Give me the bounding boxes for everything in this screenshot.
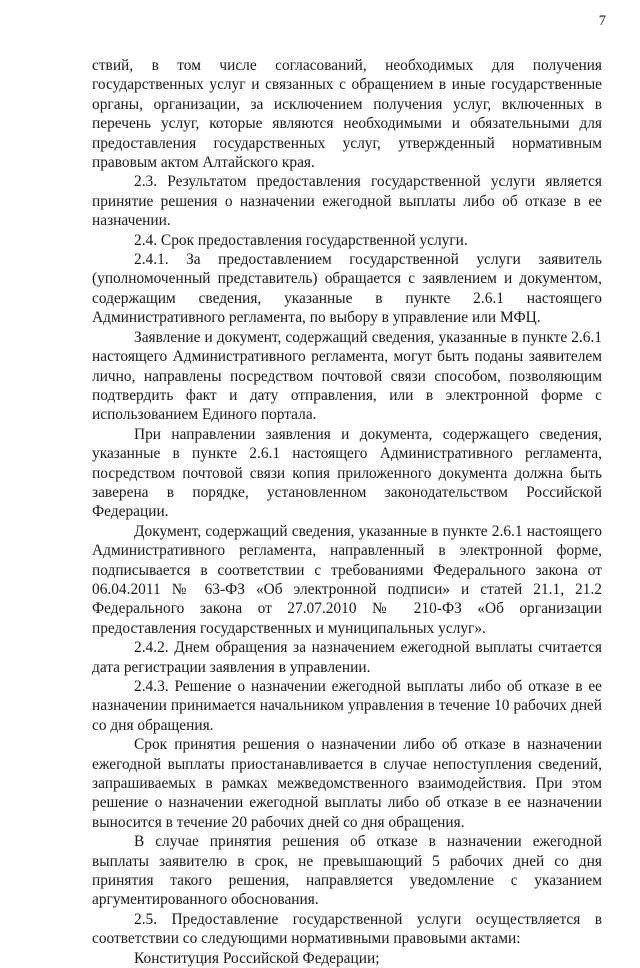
paragraph-2-5-legal-acts: 2.5. Предоставление государственной услуги осуществляется в соответствии со следующими нормативными правовыми актами: (92, 910, 602, 948)
paragraph-2-4-2-request-date: 2.4.2. Днем обращения за назначением ежегодной выплаты считается дата регистрации заявления в управлении. (92, 639, 602, 676)
page-number: 7 (598, 13, 606, 29)
paragraph-constitution: Конституция Российской Федерации; (134, 949, 380, 967)
paragraph-electronic-signature: Документ, содержащий сведения, указанные в пункте 2.6.1 настоящего Административного регламента, направленный в электронной форме, подписывается в соответствии с требованиями Федерального закона от 06.04.2011 № 63-ФЗ «Об электронной подписи» и статей 21.1, 21.2 Федерального закона от 27.07.2010 № 210-ФЗ «Об организации предоставления государственных и муниципальных услуг». (92, 522, 602, 637)
paragraph-2-3-result: 2.3. Результатом предоставления государственной услуги является принятие решения о назначении ежегодной выплаты либо об отказе в ее назначении. (92, 173, 602, 230)
paragraph-2-4-1-application: 2.4.1. За предоставлением государственной услуги заявитель (уполномоченный представитель) обращается с заявлением и документом, содержащим сведения, указанные в пункте 2.6.1 настоящего Административного регламента, по выбору в управление или МФЦ. (92, 251, 602, 327)
paragraph-refusal-notice: В случае принятия решения об отказе в назначении ежегодной выплаты заявителю в срок, не превышающий 5 рабочих дней со дня принятия такого решения, направляется уведомление с указанием аргументированного обоснования. (92, 833, 602, 909)
paragraph-submission-methods: Заявление и документ, содержащий сведения, указанные в пункте 2.6.1 настоящего Административного регламента, могут быть поданы заявителем лично, направлены посредством почтовой связи способом, позволяющим подтвердить факт и дату отправления, или в электронной форме с использованием Единого портала. (92, 328, 602, 424)
document-body (92, 56, 602, 968)
paragraph-2-4-3-decision: 2.4.3. Решение о назначении ежегодной выплаты либо об отказе в ее назначении принимается начальником управления в течение 10 рабочих дней со дня обращения. (92, 678, 602, 734)
paragraph-2-4-term: 2.4. Срок предоставления государственной услуги. (134, 231, 468, 249)
paragraph-postal-copy: При направлении заявления и документа, содержащего сведения, указанные в пункте 2.6.1 настоящего Административного регламента, посредством почтовой связи копия приложенного документа должна быть заверена в порядке, установленном законодательством Российской Федерации. (92, 425, 602, 521)
paragraph-continuation: ствий, в том числе согласований, необходимых для получения государственных услуг и связанных с обращением в иные государственные органы, организации, за исключением получения услуг, включенных в перечень услуг, которые являются необходимыми и обязательными для предоставления государственных услуг, утвержденный нормативным правовым актом Алтайского края. (92, 57, 602, 172)
paragraph-suspension: Срок принятия решения о назначении либо об отказе в назначении ежегодной выплаты приостанавливается в случае непоступления сведений, запрашиваемых в рамках межведомственного взаимодействия. При этом решение о назначении ежегодной выплаты либо об отказе в ее назначении выносится в течение 20 рабочих дней со дня обращения. (92, 736, 602, 831)
